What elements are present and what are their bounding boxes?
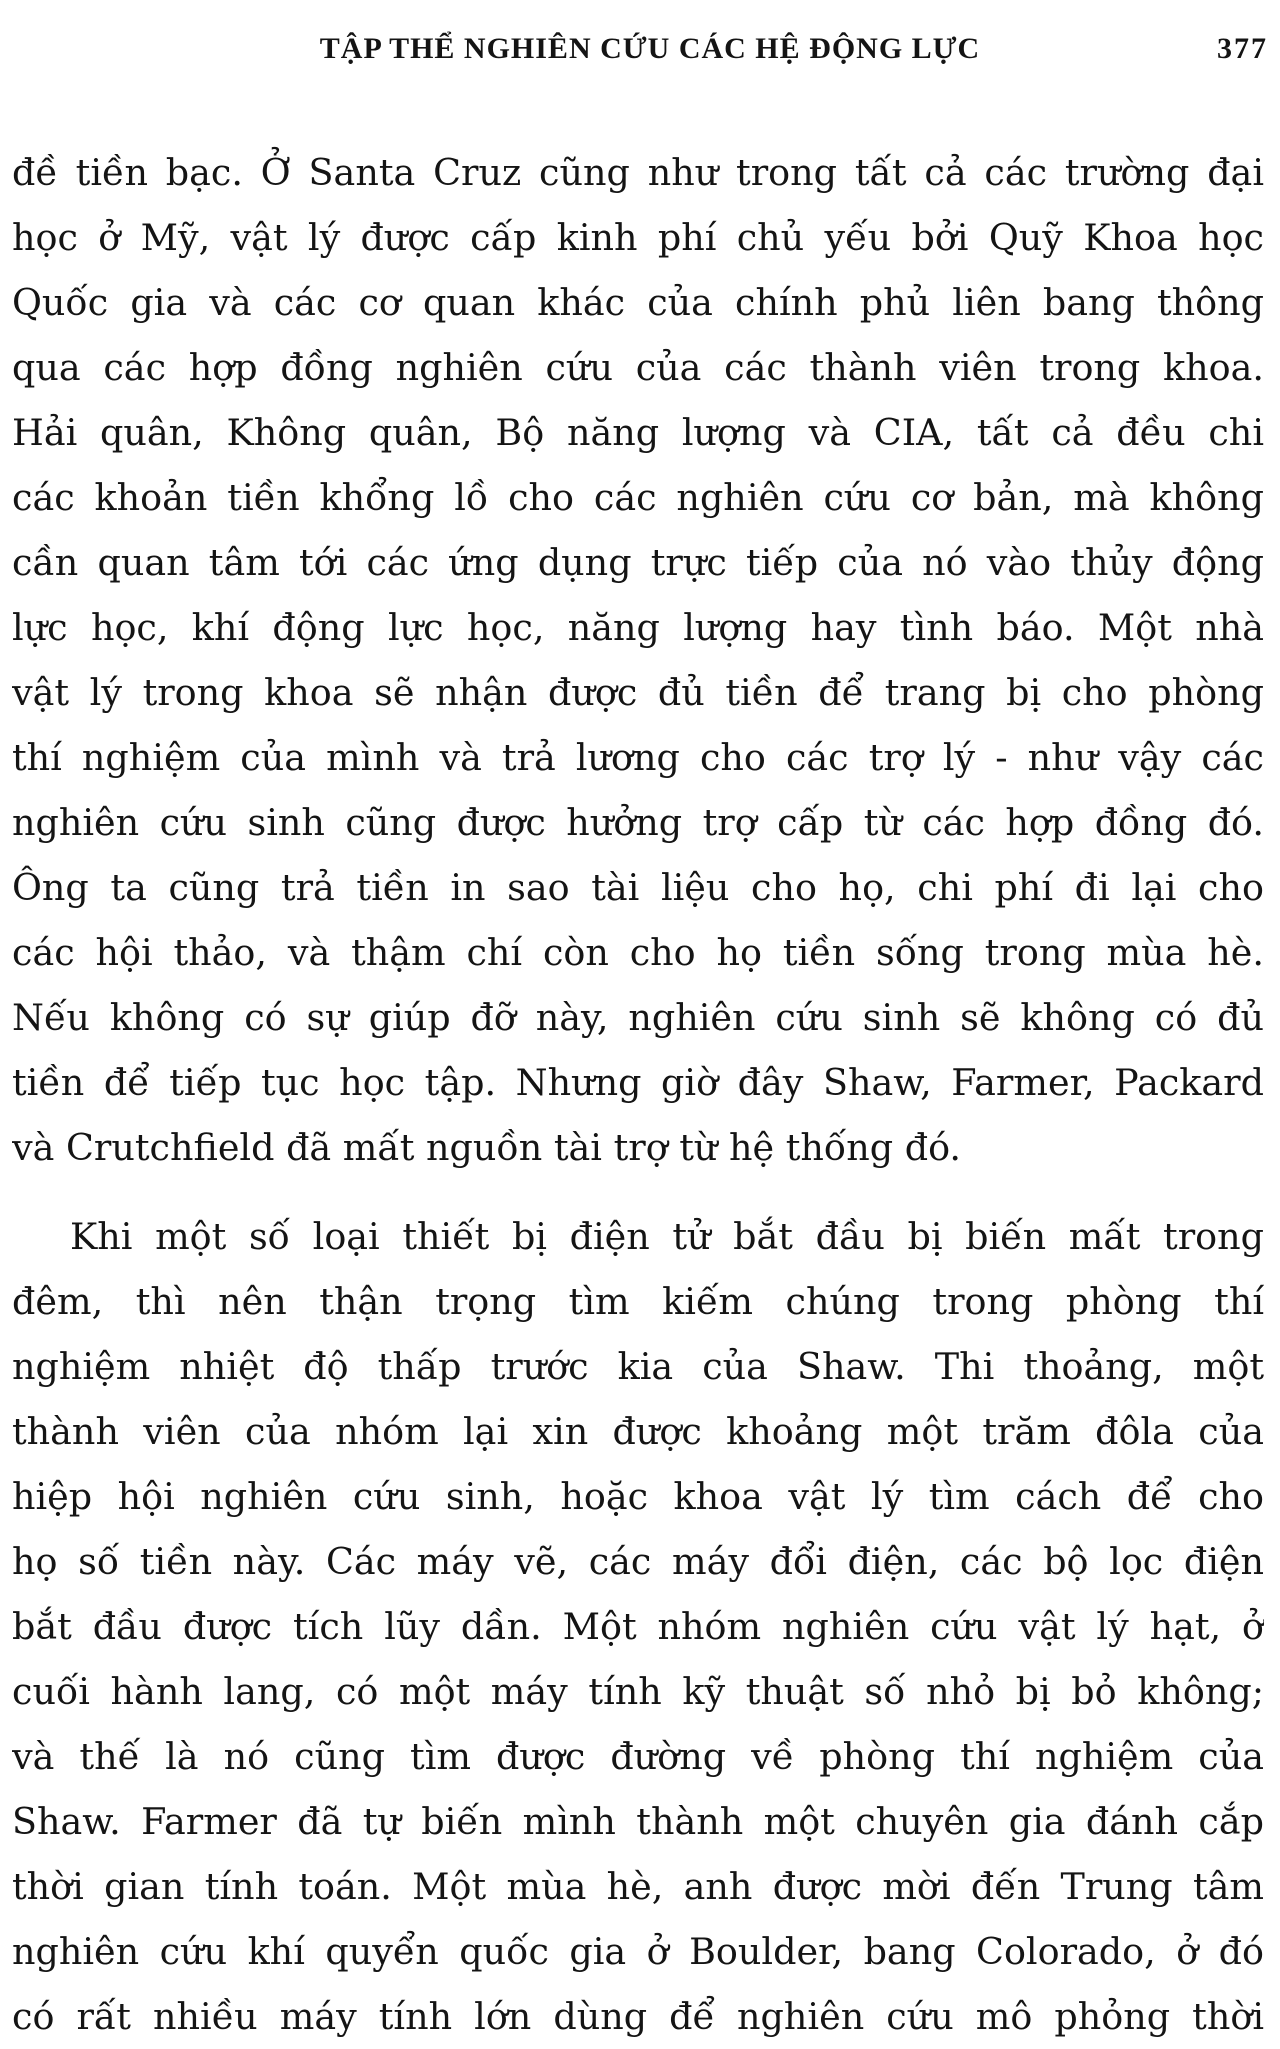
paragraph-2: [12, 1204, 1264, 2049]
page-number: 377: [1217, 32, 1268, 65]
paragraph-1: [12, 140, 1264, 1180]
text-line: cần quan tâm tới các ứng dụng trực tiếp của nó vào thủy động: [12, 541, 1264, 584]
text-line: thí nghiệm của mình và trả lương cho các trợ lý - như vậy các: [12, 736, 1264, 779]
text-line: thành viên của nhóm lại xin được khoảng một trăm đôla của: [12, 1410, 1264, 1453]
text-line: và thế là nó cũng tìm được đường về phòng thí nghiệm của: [12, 1735, 1264, 1778]
text-line: học ở Mỹ, vật lý được cấp kinh phí chủ yếu bởi Quỹ Khoa học: [12, 216, 1264, 259]
text-line: thời gian tính toán. Một mùa hè, anh được mời đến Trung tâm: [12, 1865, 1264, 1908]
text-line: có rất nhiều máy tính lớn dùng để nghiên cứu mô phỏng thời: [12, 1995, 1264, 2038]
text-line: tiền để tiếp tục học tập. Nhưng giờ đây Shaw, Farmer, Packard: [12, 1061, 1264, 1104]
text-line: bắt đầu được tích lũy dần. Một nhóm nghiên cứu vật lý hạt, ở: [12, 1605, 1264, 1648]
text-line: đề tiền bạc. Ở Santa Cruz cũng như trong tất cả các trường đại: [12, 151, 1264, 194]
text-line: họ số tiền này. Các máy vẽ, các máy đổi điện, các bộ lọc điện: [12, 1540, 1264, 1583]
text-line: cuối hành lang, có một máy tính kỹ thuật số nhỏ bị bỏ không;: [12, 1670, 1264, 1713]
text-line: nghiên cứu sinh cũng được hưởng trợ cấp từ các hợp đồng đó.: [12, 801, 1264, 844]
text-line: Ông ta cũng trả tiền in sao tài liệu cho họ, chi phí đi lại cho: [12, 866, 1264, 909]
text-line: Khi một số loại thiết bị điện tử bắt đầu bị biến mất trong: [70, 1215, 1264, 1258]
text-line: qua các hợp đồng nghiên cứu của các thành viên trong khoa.: [12, 346, 1264, 389]
text-line: vật lý trong khoa sẽ nhận được đủ tiền để trang bị cho phòng: [12, 671, 1264, 714]
text-line: nghiên cứu khí quyển quốc gia ở Boulder, bang Colorado, ở đó: [12, 1930, 1264, 1973]
text-line: và Crutchfield đã mất nguồn tài trợ từ hệ thống đó.: [12, 1126, 962, 1169]
running-title: TẬP THỂ NGHIÊN CỨU CÁC HỆ ĐỘNG LỰC: [319, 32, 981, 65]
text-line: Nếu không có sự giúp đỡ này, nghiên cứu sinh sẽ không có đủ: [12, 996, 1264, 1039]
text-line: nghiệm nhiệt độ thấp trước kia của Shaw. Thi thoảng, một: [12, 1345, 1264, 1388]
text-line: hiệp hội nghiên cứu sinh, hoặc khoa vật lý tìm cách để cho: [12, 1475, 1264, 1518]
text-line: Hải quân, Không quân, Bộ năng lượng và CIA, tất cả đều chi: [12, 411, 1264, 454]
text-line: Quốc gia và các cơ quan khác của chính phủ liên bang thông: [12, 281, 1264, 324]
body-text: [12, 140, 1264, 2049]
text-line: các hội thảo, và thậm chí còn cho họ tiền sống trong mùa hè.: [12, 931, 1264, 974]
text-line: đêm, thì nên thận trọng tìm kiếm chúng trong phòng thí: [12, 1280, 1264, 1323]
text-line: lực học, khí động lực học, năng lượng hay tình báo. Một nhà: [12, 606, 1264, 649]
text-line: Shaw. Farmer đã tự biến mình thành một chuyên gia đánh cắp: [12, 1800, 1264, 1843]
text-line: các khoản tiền khổng lồ cho các nghiên cứu cơ bản, mà không: [12, 476, 1264, 519]
